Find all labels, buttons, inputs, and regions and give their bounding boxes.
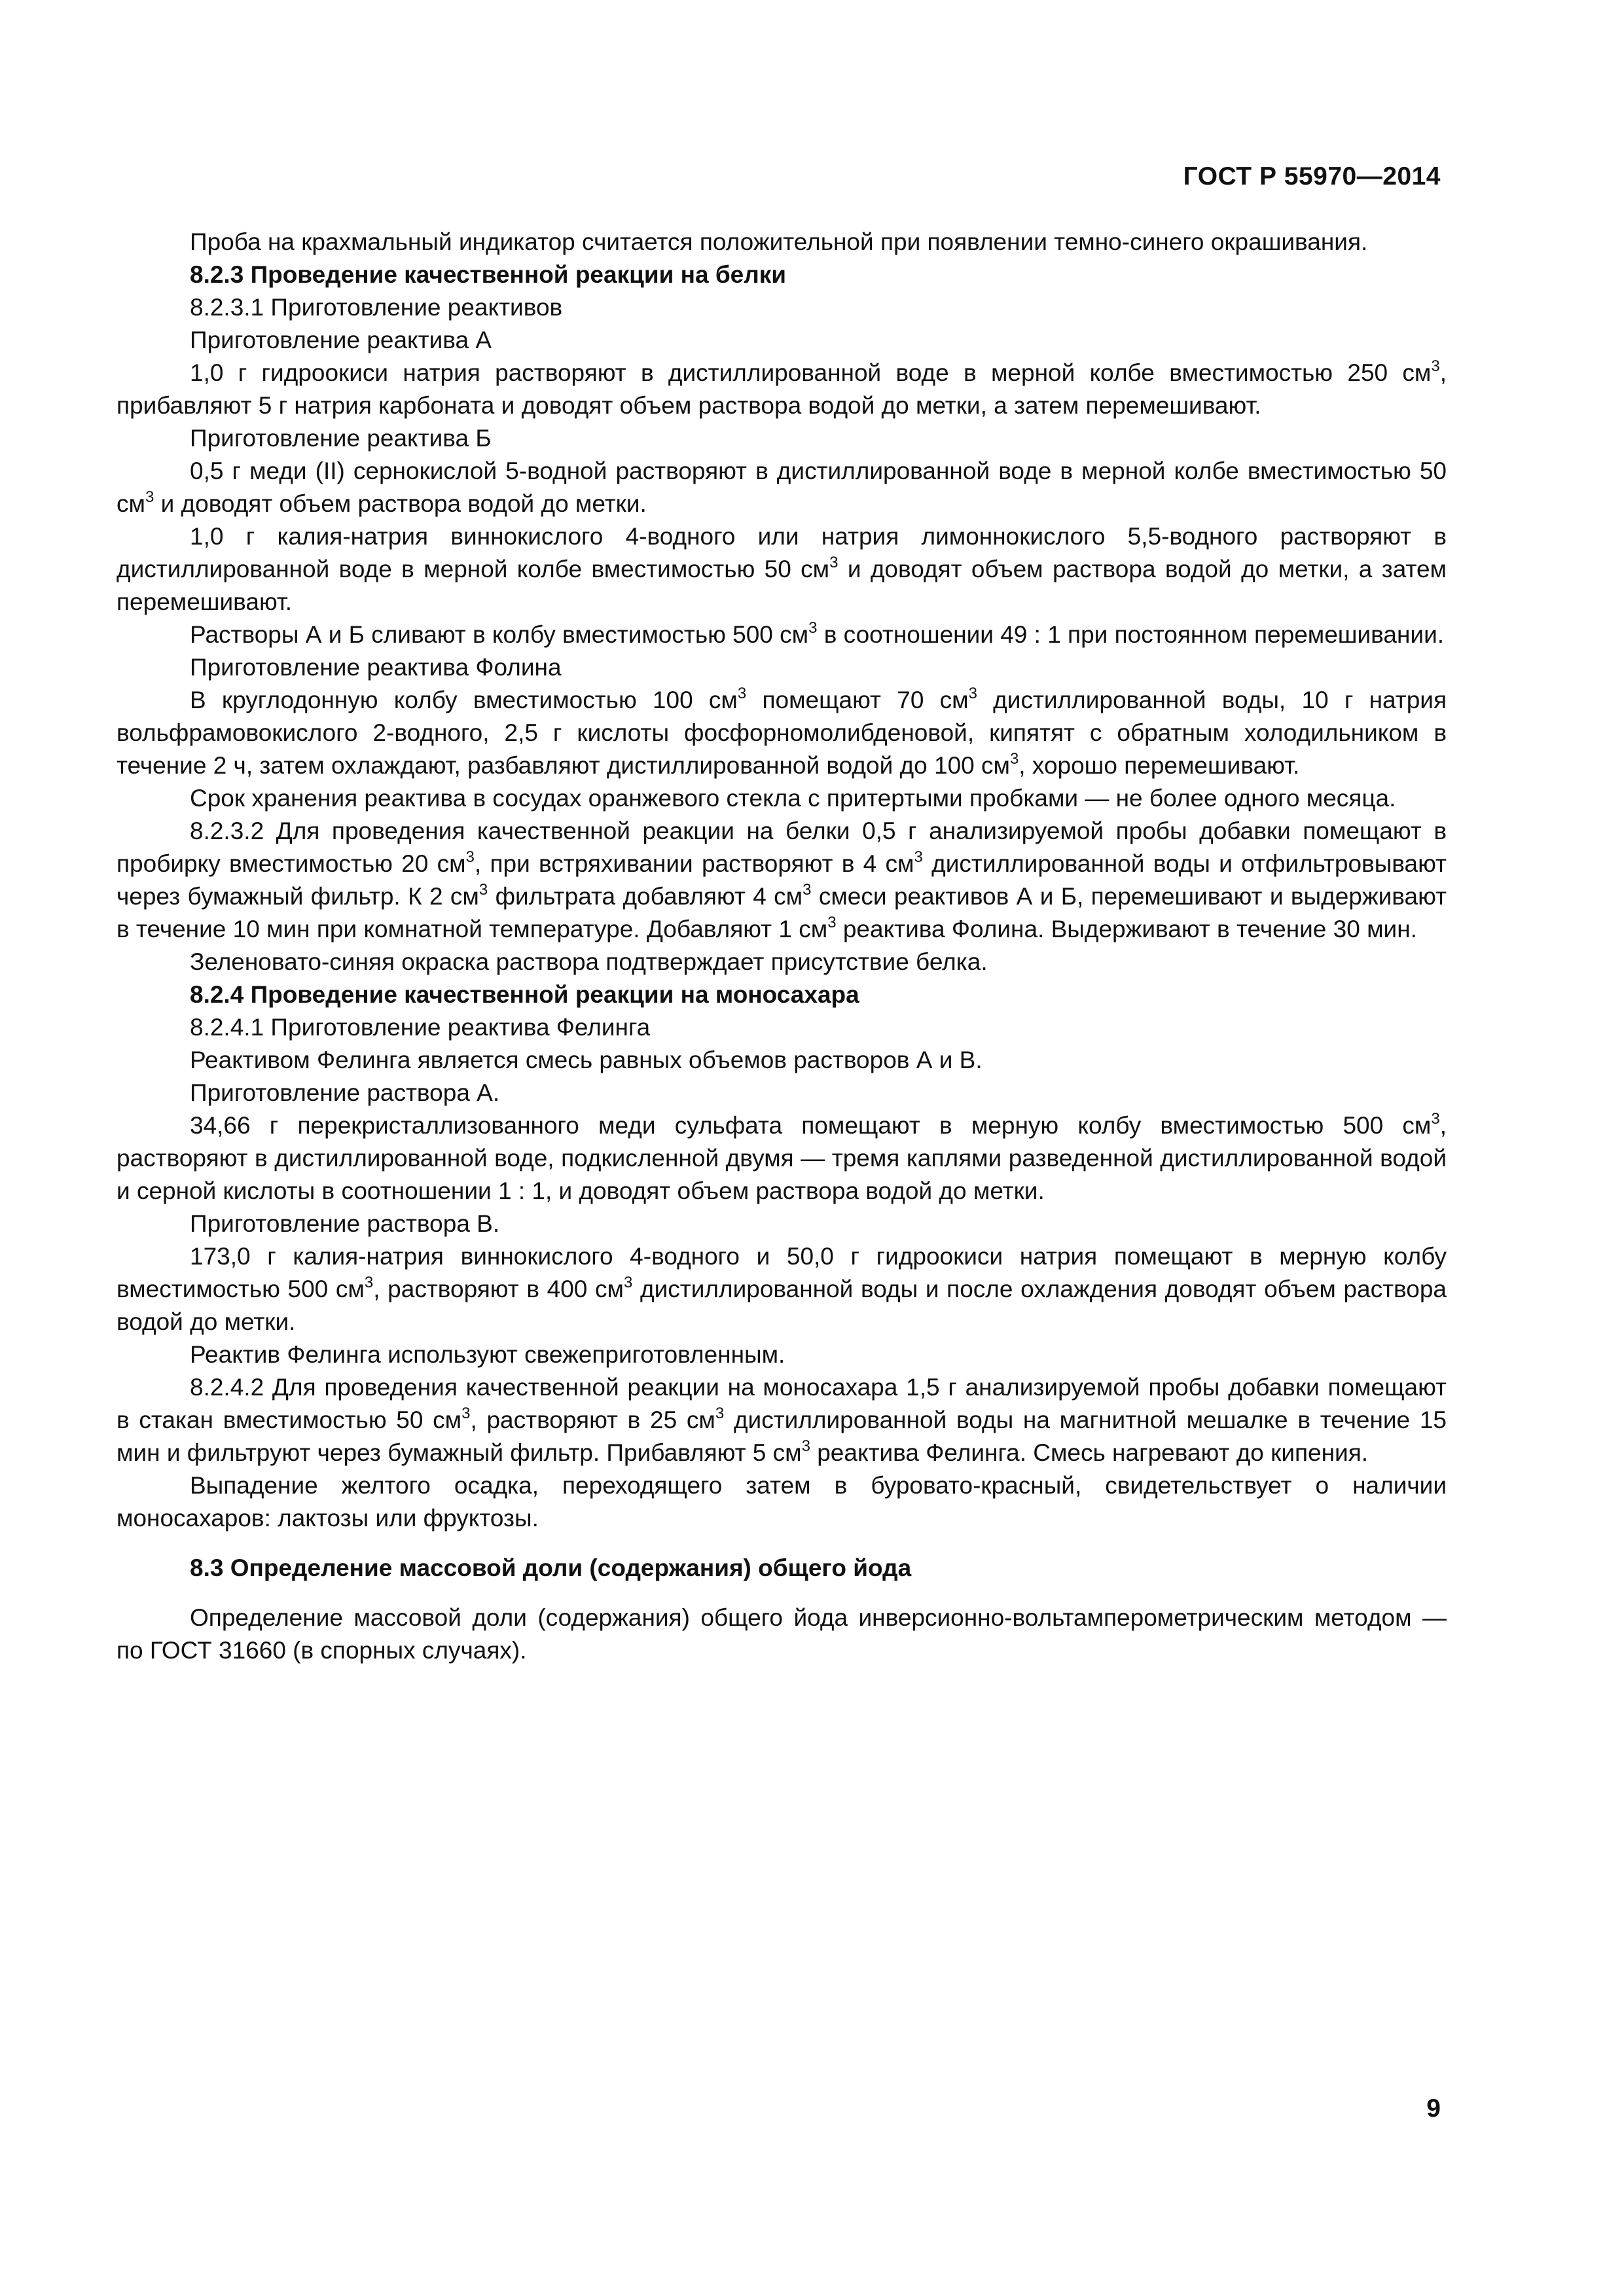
page-number: 9 (1426, 2094, 1441, 2123)
paragraph: Приготовление реактива Фолина (190, 654, 562, 681)
paragraph: Срок хранения реактива в сосудах оранжевого стекла с притертыми пробками — не более одного месяца. (190, 785, 1396, 812)
paragraph: 173,0 г калия-натрия виннокислого 4-водного и 50,0 г гидроокиси натрия помещают в мерную колбу вместимостью 500 $см^3$, растворяют в 400 $см^3$ дистиллированной воды и после охлаждения доводят объем раствора водой до метки. (117, 1243, 1447, 1335)
paragraph: 1,0 г калия-натрия виннокислого 4-водного или натрия лимоннокислого 5,5-водного растворяют в дистиллированной воде в мерной колбе вместимостью 50 $см^3$ и доводят объем раствора водой до метки, а затем перемешивают. (117, 523, 1447, 615)
paragraph: Растворы А и Б сливают в колбу вместимостью 500 $см^3$ в соотношении 49 : 1 при постоянном перемешивании. (190, 619, 1445, 648)
paragraph: Определение массовой доли (содержания) общего йода инверсионно-вольтамперометрическим методом — по ГОСТ 31660 (в спорных случаях). (117, 1604, 1447, 1664)
paragraph: Проба на крахмальный индикатор считается положительной при появлении темно-синего окрашивания. (190, 228, 1368, 255)
paragraph: 34,66 г перекристаллизованного меди сульфата помещают в мерную колбу вместимостью 500 $см^3$, растворяют в дистиллированной воде, подкисленной двумя — тремя каплями разведенной дистиллированной водой и серной кислоты в соотношении 1 : 1, и доводят объем раствора водой до метки. (117, 1110, 1447, 1204)
paragraph: 8.2.3.1 Приготовление реактивов (190, 294, 563, 321)
section-heading: 8.2.4 Проведение качественной реакции на моносахара (190, 981, 859, 1008)
paragraph: 8.2.4.2 Для проведения качественной реакции на моносахара 1,5 г анализируемой пробы добавки помещают в стакан вместимостью 50 $см^3$, растворяют в 25 $см^3$ дистиллированной воды на магнитной мешалке в течение 15 мин и фильтруют через бумажный фильтр. Прибавляют 5 $см^3$ реактива Фелинга. Смесь нагревают до кипения. (117, 1374, 1447, 1466)
paragraph: 1,0 г гидроокиси натрия растворяют в дистиллированной воде в мерной колбе вместимостью 250 $см^3$, прибавляют 5 г натрия карбоната и доводят объем раствора водой до метки, а затем перемешивают. (117, 357, 1447, 419)
paragraph: Зеленовато-синяя окраска раствора подтверждает присутствие белка. (190, 948, 988, 975)
paragraph: Приготовление реактива Б (190, 425, 492, 452)
paragraph: Приготовление раствора А. (190, 1079, 500, 1106)
section-heading: 8.2.3 Проведение качественной реакции на белки (190, 261, 787, 288)
paragraph: 8.2.4.1 Приготовление реактива Фелинга (190, 1014, 651, 1041)
section-heading: 8.3 Определение массовой доли (содержания) общего йода (190, 1554, 912, 1581)
document-body (117, 226, 1447, 1667)
paragraph: Приготовление реактива А (190, 327, 492, 353)
document-header: ГОСТ Р 55970—2014 (1183, 162, 1441, 190)
paragraph: В круглодонную колбу вместимостью 100 $см^3$ помещают 70 $см^3$ дистиллированной воды, 10 г натрия вольфрамовокислого 2-водного, 2,5 г кислоты фосфорномолибденовой, кипятят с обратным холодильником в течение 2 ч, затем охлаждают, разбавляют дистиллированной водой до 100 $см^3$, хорошо перемешивают. (117, 685, 1447, 779)
paragraph: Приготовление раствора В. (190, 1210, 500, 1237)
paragraph: 8.2.3.2 Для проведения качественной реакции на белки 0,5 г анализируемой пробы добавки помещают в пробирку вместимостью 20 $см^3$, при встряхивании растворяют в 4 $см^3$ дистиллированной воды и отфильтровывают через бумажный фильтр. К 2 $см^3$ фильтрата добавляют 4 $см^3$ смеси реактивов А и Б, перемешивают и выдерживают в течение 10 мин при комнатной температуре. Добавляют 1 $см^3$ реактива Фолина. Выдерживают в течение 30 мин. (117, 817, 1447, 942)
paragraph: Реактив Фелинга используют свежеприготовленным. (190, 1341, 785, 1368)
paragraph: 0,5 г меди (II) сернокислой 5-водной растворяют в дистиллированной воде в мерной колбе вместимостью 50 $см^3$ и доводят объем раствора водой до метки. (117, 457, 1447, 517)
paragraph: Выпадение желтого осадка, переходящего затем в буровато-красный, свидетельствует о наличии моносахаров: лактозы или фруктозы. (117, 1472, 1447, 1532)
paragraph: Реактивом Фелинга является смесь равных объемов растворов А и В. (190, 1047, 983, 1073)
